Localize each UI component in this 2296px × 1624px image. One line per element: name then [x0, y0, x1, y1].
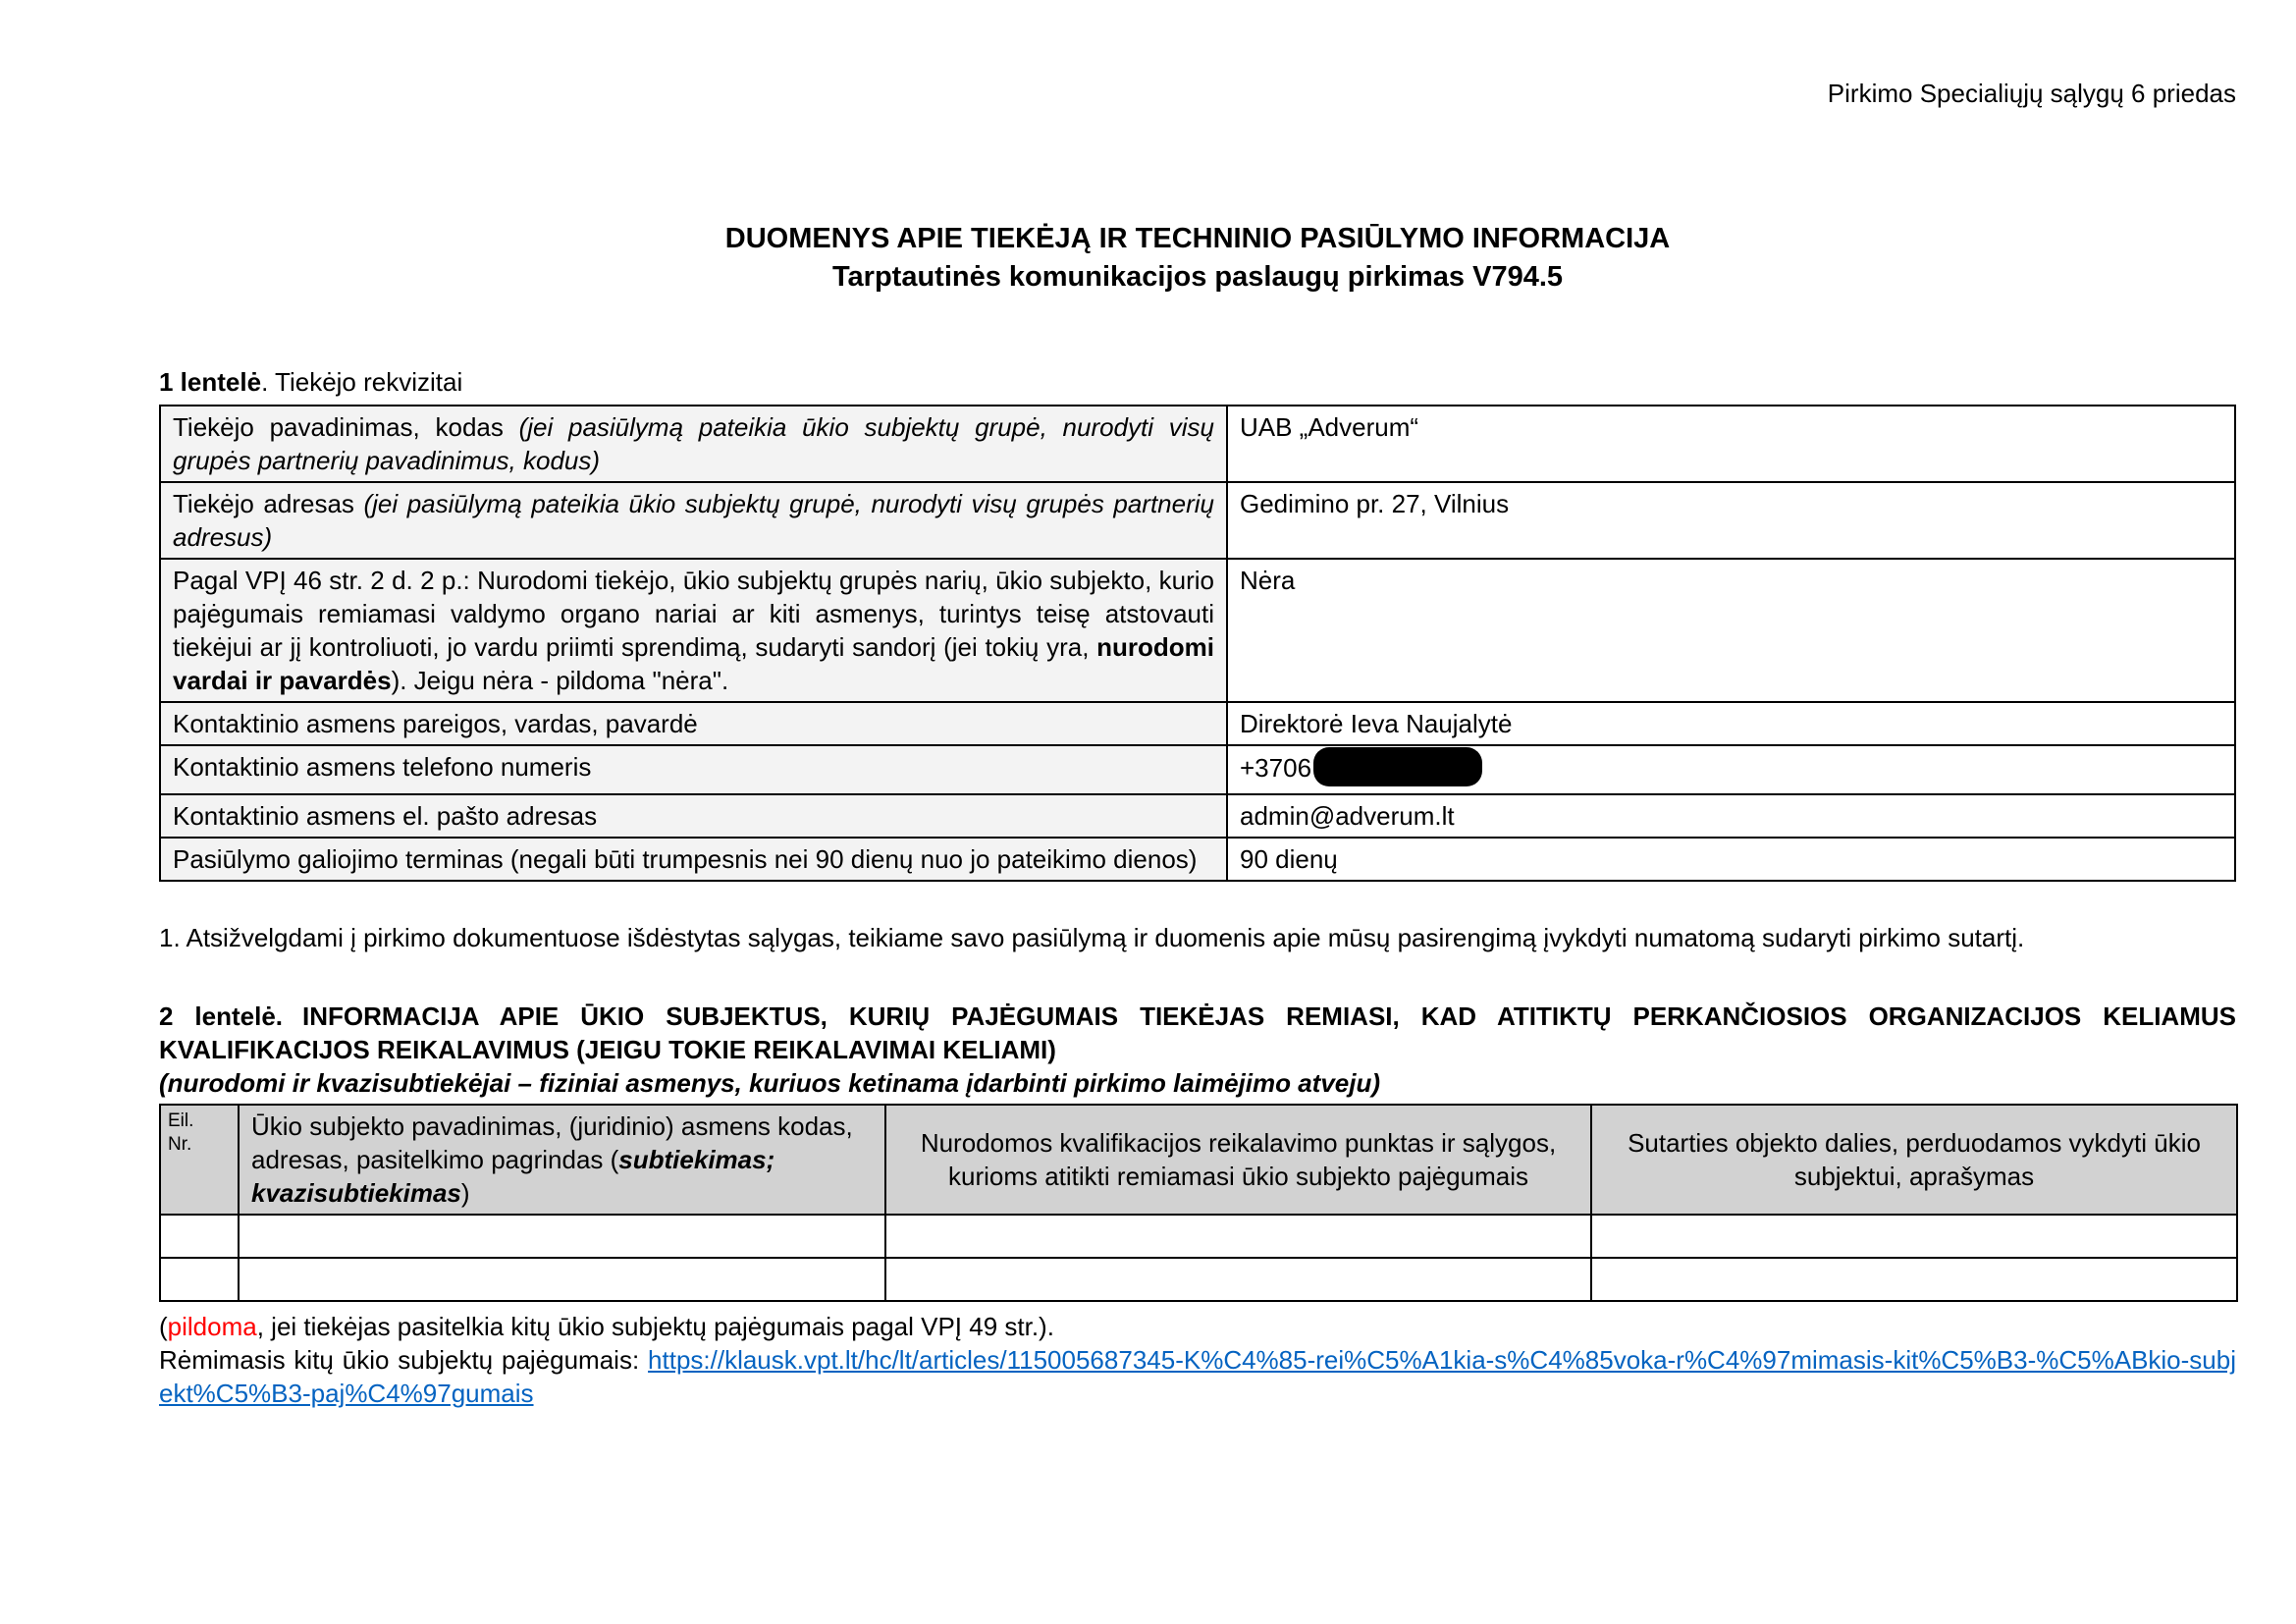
- empty-cell: [239, 1215, 885, 1258]
- label-text: Pagal VPĮ 46 str. 2 d. 2 p.: Nurodomi tiekėjo, ūkio subjektų grupės narių, ūkio subjekto, kurio pajėgumais remiamasi valdymo organo nariai ar kiti asmenys, turintys teisę atstovauti tiekėjui ar jį kontroliuoti, jo vardu priimti sprendimą, sudaryti sandorį (jei tokių yra,: [173, 566, 1214, 662]
- table-row: [160, 406, 2235, 482]
- empty-cell: [160, 1258, 239, 1301]
- row-label-contact-phone: [160, 745, 1227, 794]
- label-text: Kontaktinio asmens el. pašto adresas: [173, 801, 598, 831]
- label-text: ). Jeigu nėra - pildoma "nėra".: [391, 666, 729, 695]
- footnote-text: , jei tiekėjas pasitelkia kitų ūkio subjektų pajėgumais pagal VPĮ 49 str.).: [256, 1312, 1054, 1341]
- row-value-supplier-address: Gedimino pr. 27, Vilnius: [1227, 482, 2235, 559]
- footnote-red-text: pildoma: [167, 1312, 257, 1341]
- row-label-supplier-name: [160, 406, 1227, 482]
- col-header-qualification: Nurodomos kvalifikacijos reikalavimo punktas ir sąlygos, kurioms atitikti remiamasi ūkio subjekto pajėgumais: [885, 1105, 1591, 1215]
- row-label-contact-person: [160, 702, 1227, 745]
- empty-cell: [885, 1215, 1591, 1258]
- footnote-link-label: Rėmimasis kitų ūkio subjektų pajėgumais:: [159, 1345, 649, 1375]
- row-value-supplier-name: UAB „Adverum“: [1227, 406, 2235, 482]
- table2-caption-subtext: (nurodomi ir kvazisubtiekėjai – fiziniai asmenys, kuriuos ketinama įdarbinti pirkimo laimėjimo atveju): [159, 1068, 1381, 1098]
- row-value-offer-validity: 90 dienų: [1227, 838, 2235, 881]
- empty-table-row: [160, 1258, 2237, 1301]
- label-text: Tiekėjo adresas: [173, 489, 364, 518]
- row-label-contact-email: [160, 794, 1227, 838]
- col-header-subject-name: [239, 1105, 885, 1215]
- table1-caption: [159, 365, 2236, 399]
- row-label-supplier-address: [160, 482, 1227, 559]
- phone-prefix: +3706: [1240, 752, 1312, 783]
- table-row: [160, 702, 2235, 745]
- header-text: Ūkio subjekto pavadinimas, (juridinio) asmens kodas, adresas, pasitelkimo pagrindas (: [251, 1111, 853, 1174]
- empty-table-row: [160, 1215, 2237, 1258]
- table-row: [160, 794, 2235, 838]
- vpt-help-link[interactable]: https://klausk.vpt.lt/hc/lt/articles/115005687345-K%C4%85-rei%C5%A1kia-s%C4%85voka-r%C4%97mimasis-kit%C5%B3-%C5%ABkio-subjekt%C5%B3-paj%C4%97gumais: [159, 1345, 2236, 1408]
- table-row: [160, 838, 2235, 881]
- declaration-paragraph: 1. Atsižvelgdami į pirkimo dokumentuose išdėstytas sąlygas, teikiame savo pasiūlymą ir duomenis apie mūsų pasirengimą įvykdyti numatomą sudaryti pirkimo sutartį.: [159, 923, 2025, 952]
- footnote-text: (: [159, 1312, 168, 1341]
- header-text: Eil.: [168, 1110, 194, 1131]
- redaction-blob: [1313, 747, 1482, 786]
- table1-caption-number: 1 lentelė: [159, 367, 262, 397]
- document-title: [159, 220, 2236, 297]
- table-header-row: [160, 1105, 2237, 1215]
- header-text-bold-italic: subtiekimas; kvazisubtiekimas: [251, 1145, 775, 1208]
- supplier-details-table: [159, 405, 2236, 882]
- table-row: [160, 745, 2235, 794]
- row-value-contact-email: admin@adverum.lt: [1227, 794, 2235, 838]
- row-value-vpi-46: Nėra: [1227, 559, 2235, 702]
- footnote-reference: [159, 1343, 2236, 1410]
- label-text-italic: (jei pasiūlymą pateikia ūkio subjektų grupė, nurodyti visų grupės partnerių pavadinimus, kodus): [173, 412, 1214, 475]
- row-label-offer-validity: [160, 838, 1227, 881]
- col-header-contract-part: Sutarties objekto dalies, perduodamos vykdyti ūkio subjektui, aprašymas: [1591, 1105, 2237, 1215]
- footnote-pildoma: [159, 1310, 2236, 1343]
- label-text: Kontaktinio asmens telefono numeris: [173, 752, 592, 782]
- empty-cell: [160, 1215, 239, 1258]
- header-text: Nr.: [168, 1134, 192, 1155]
- label-text-bold: nurodomi vardai ir pavardės: [173, 632, 1214, 695]
- document-title-line1: DUOMENYS APIE TIEKĖJĄ IR TECHNINIO PASIŪLYMO INFORMACIJA: [724, 223, 1671, 254]
- label-text: Pasiūlymo galiojimo terminas (negali būti trumpesnis nei 90 dienų nuo jo pateikimo dienos): [173, 844, 1198, 874]
- empty-cell: [1591, 1258, 2237, 1301]
- document-title-line2: Tarptautinės komunikacijos paslaugų pirkimas V794.5: [831, 261, 1564, 293]
- subcontractors-table: [159, 1104, 2238, 1302]
- col-header-eil-nr: [160, 1105, 239, 1215]
- table1-caption-text: . Tiekėjo rekvizitai: [261, 367, 463, 397]
- empty-cell: [885, 1258, 1591, 1301]
- table-row: [160, 559, 2235, 702]
- table2-caption-text: INFORMACIJA APIE ŪKIO SUBJEKTUS, KURIŲ PAJĖGUMAIS TIEKĖJAS REMIASI, KAD ATITIKTŲ PERKANČIOSIOS ORGANIZACIJOS KELIAMUS KVALIFIKACIJOS REIKALAVIMUS (JEIGU TOKIE REIKALAVIMAI KELIAMI): [159, 1001, 2236, 1064]
- table2-caption: [159, 1000, 2236, 1100]
- empty-cell: [1591, 1215, 2237, 1258]
- empty-cell: [239, 1258, 885, 1301]
- label-text-italic: (jei pasiūlymą pateikia ūkio subjektų grupė, nurodyti visų grupės partnerių adresus): [173, 489, 1214, 552]
- row-label-vpi-46: [160, 559, 1227, 702]
- row-value-contact-person: Direktorė Ieva Naujalytė: [1227, 702, 2235, 745]
- row-value-contact-phone: [1227, 745, 2235, 794]
- header-annotation: Pirkimo Specialiųjų sąlygų 6 priedas: [1827, 79, 2236, 108]
- table2-caption-number: 2 lentelė.: [159, 1001, 284, 1031]
- label-text: Tiekėjo pavadinimas, kodas: [173, 412, 519, 442]
- table-row: [160, 482, 2235, 559]
- label-text: Kontaktinio asmens pareigos, vardas, pavardė: [173, 709, 698, 738]
- header-text: ): [460, 1178, 470, 1208]
